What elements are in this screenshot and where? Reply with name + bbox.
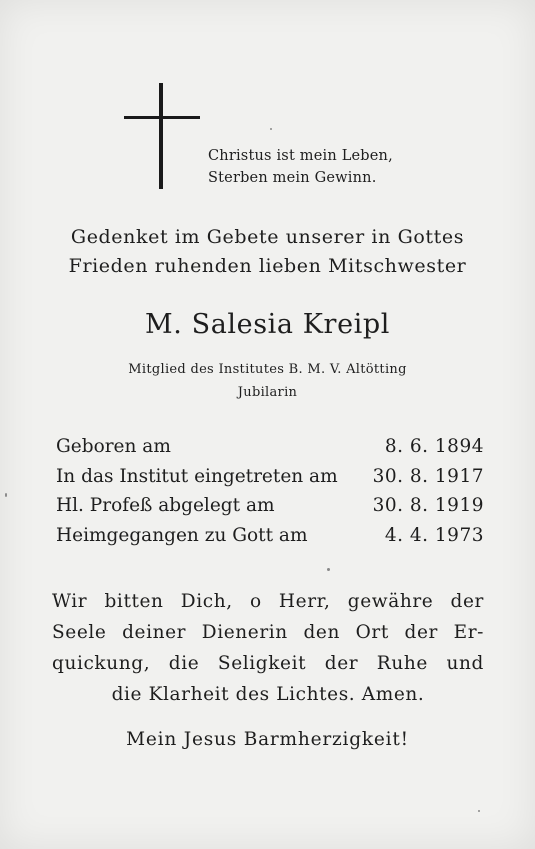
date-label: In das Institut eingetreten am	[56, 465, 338, 487]
date-value: 30. 8. 1917	[372, 465, 484, 487]
cross-icon	[124, 83, 200, 189]
date-label: Heimgegangen zu Gott am	[56, 524, 308, 546]
intro-line-2: Frieden ruhenden lieben Mitschwester	[68, 255, 467, 277]
membership	[0, 358, 535, 404]
motto	[208, 145, 393, 189]
prayer-line-2: Seele deiner Dienerin den Ort der Er-	[52, 622, 484, 643]
prayer-text	[52, 586, 484, 710]
closing-invocation: Mein Jesus Barmherzigkeit!	[126, 729, 409, 750]
date-row-entered	[56, 462, 484, 492]
prayer-line-1: Wir bitten Dich, o Herr, gewähre der	[52, 591, 484, 612]
deceased-name: M. Salesia Kreipl	[145, 309, 390, 340]
prayer-line-4: die Klarheit des Lichtes. Amen.	[111, 684, 425, 705]
title-line: Jubilarin	[237, 385, 298, 400]
motto-line-2: Sterben mein Gewinn.	[208, 170, 377, 186]
dates-list	[56, 432, 484, 550]
date-value: 8. 6. 1894	[384, 436, 484, 457]
date-value: 30. 8. 1919	[372, 495, 484, 516]
date-row-profession	[56, 491, 484, 521]
date-value: 4. 4. 1973	[384, 524, 484, 546]
date-label: Hl. Profeß abgelegt am	[56, 495, 275, 516]
prayer-line-3: quickung, die Seligkeit der Ruhe und	[52, 653, 484, 674]
intro-text	[0, 223, 535, 281]
date-row-born	[56, 432, 484, 462]
motto-line-1: Christus ist mein Leben,	[208, 148, 393, 164]
intro-line-1: Gedenket im Gebete unserer in Gottes	[70, 226, 465, 248]
date-label: Geboren am	[56, 436, 171, 457]
institute-line: Mitglied des Institutes B. M. V. Altötting	[128, 362, 407, 377]
date-row-died	[56, 521, 484, 551]
